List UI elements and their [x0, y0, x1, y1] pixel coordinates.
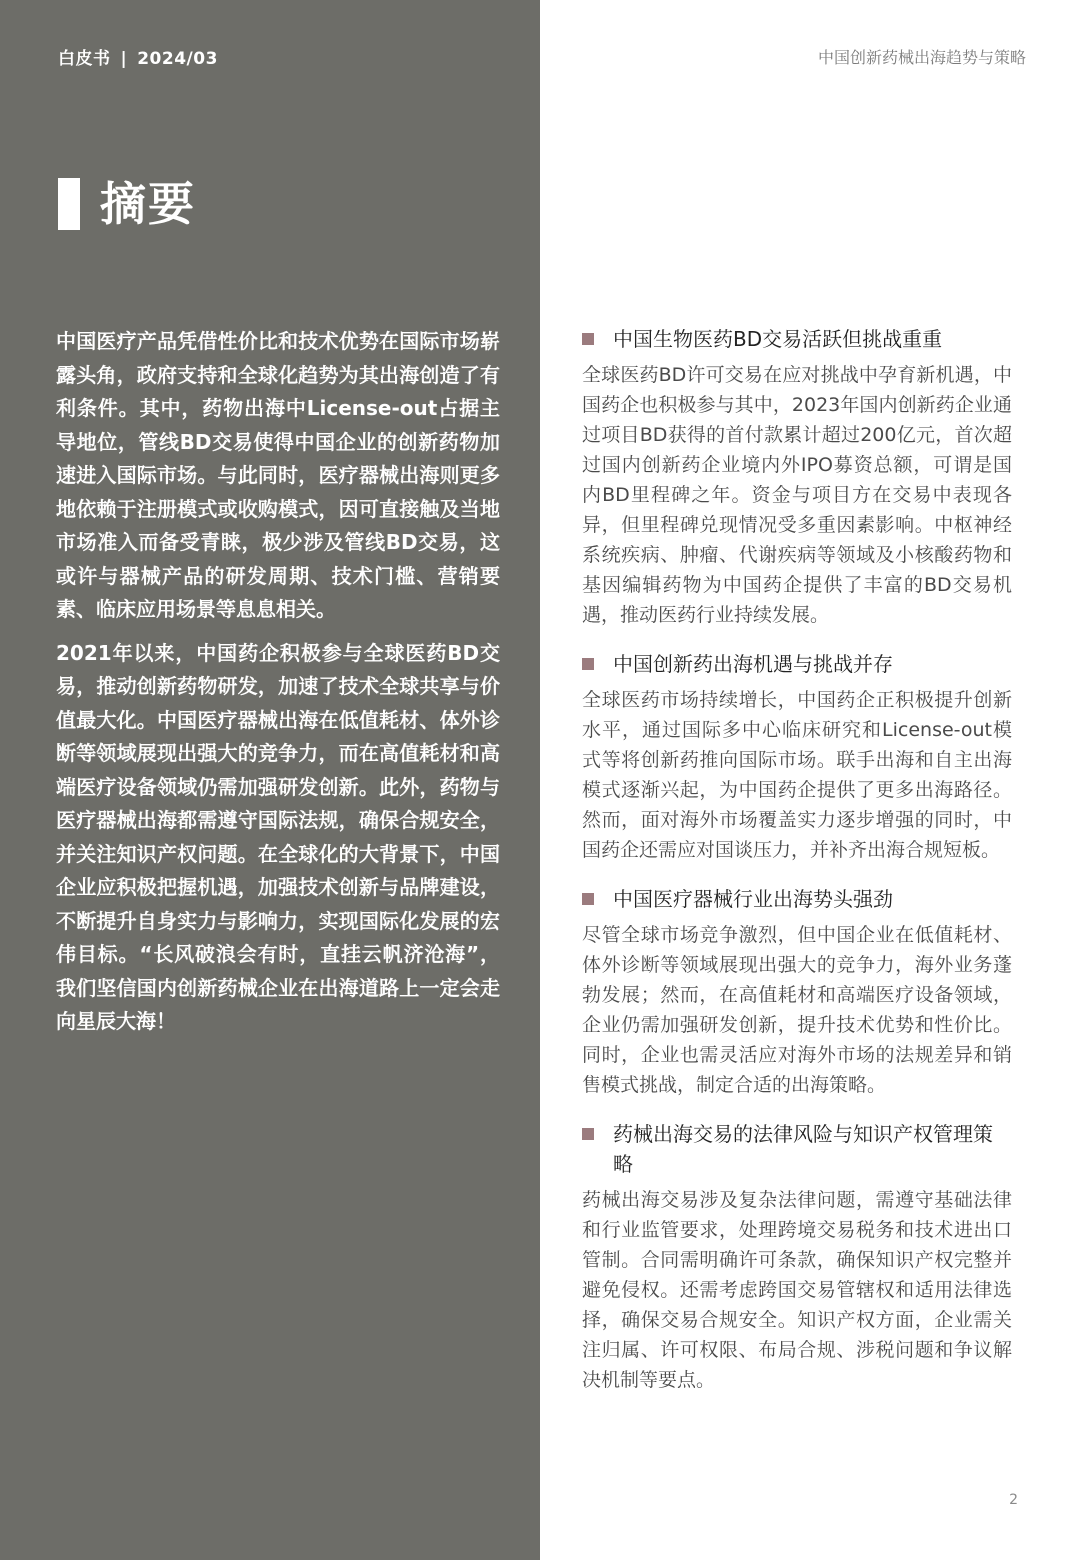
square-bullet-icon	[582, 333, 594, 345]
section-heading-text: 中国生物医药BD交易活跃但挑战重重	[613, 327, 943, 351]
section-body: 全球医药市场持续增长，中国药企正积极提升创新水平，通过国际多中心临床研究和License-out模式等将创新药推向国际市场。联手出海和自主出海模式逐渐兴起，为中国药企提供了更多出海路径。然而，面对海外市场覆盖实力逐步增强的同时，中国药企还需应对国谈压力，并补齐出海合规短板。	[582, 689, 1012, 861]
page-title: 摘要	[100, 177, 196, 231]
section-legal-ip	[582, 1119, 1012, 1395]
section-heading-text: 中国创新药出海机遇与挑战并存	[613, 652, 893, 676]
section-heading	[582, 1119, 1012, 1179]
intro-paragraph-2: 2021年以来，中国药企积极参与全球医药BD交易，推动创新药物研发，加速了技术全球共享与价值最大化。中国医疗器械出海在低值耗材、体外诊断等领域展现出强大的竞争力，而在高值耗材和高端医疗设备领域仍需加强研发创新。此外，药物与医疗器械出海都需遵守国际法规，确保合规安全，并关注知识产权问题。在全球化的大背景下，中国企业应积极把握机遇，加强技术创新与品牌建设，不断提升自身实力与影响力，实现国际化发展的宏伟目标。“长风破浪会有时，直挂云帆济沧海”，我们坚信国内创新药械企业在出海道路上一定会走向星辰大海！	[56, 640, 500, 1033]
page-number: 2	[1009, 1492, 1018, 1508]
section-bd-deals	[582, 324, 1012, 630]
intro-text	[56, 325, 500, 1049]
doc-meta	[58, 44, 218, 69]
square-bullet-icon	[582, 1128, 594, 1140]
section-body: 药械出海交易涉及复杂法律问题，需遵守基础法律和行业监管要求，处理跨境交易税务和技术进出口管制。合同需明确许可条款，确保知识产权完整并避免侵权。还需考虑跨国交易管辖权和适用法律选择，确保交易合规安全。知识产权方面，企业需关注归属、许可权限、布局合规、涉税问题和争议解决机制等要点。	[582, 1189, 1012, 1391]
intro-paragraph-1: 中国医疗产品凭借性价比和技术优势在国际市场崭露头角，政府支持和全球化趋势为其出海创造了有利条件。其中，药物出海中License-out占据主导地位，管线BD交易使得中国企业的创新药物加速进入国际市场。与此同时，医疗器械出海则更多地依赖于注册模式或收购模式，因可直接触及当地市场准入而备受青睐，极少涉及管线BD交易，这或许与器械产品的研发周期、技术门槛、营销要素、临床应用场景等息息相关。	[56, 329, 500, 621]
title-row	[58, 176, 196, 232]
title-bar-marker	[58, 178, 80, 230]
meta-separator: |	[120, 49, 128, 69]
doc-date: 2024/03	[137, 49, 218, 69]
section-medical-devices	[582, 884, 1012, 1100]
section-heading	[582, 649, 1012, 679]
section-heading-text: 药械出海交易的法律风险与知识产权管理策略	[613, 1122, 993, 1176]
square-bullet-icon	[582, 658, 594, 670]
summary-sections	[582, 324, 1012, 1414]
doc-type: 白皮书	[58, 49, 111, 69]
square-bullet-icon	[582, 893, 594, 905]
section-heading-text: 中国医疗器械行业出海势头强劲	[613, 887, 893, 911]
section-body: 尽管全球市场竞争激烈，但中国企业在低值耗材、体外诊断等领域展现出强大的竞争力，海外业务蓬勃发展；然而，在高值耗材和高端医疗设备领域，企业仍需加强研发创新，提升技术优势和性价比。同时，企业也需灵活应对海外市场的法规差异和销售模式挑战，制定合适的出海策略。	[582, 924, 1012, 1096]
section-body: 全球医药BD许可交易在应对挑战中孕育新机遇，中国药企也积极参与其中，2023年国内创新药企业通过项目BD获得的首付款累计超过200亿元，首次超过国内创新药企业境内外IPO募资总额，可谓是国内BD里程碑之年。资金与项目方在交易中表现各异，但里程碑兑现情况受多重因素影响。中枢神经系统疾病、肿瘤、代谢疾病等领域及小核酸药物和基因编辑药物为中国药企提供了丰富的BD交易机遇，推动医药行业持续发展。	[582, 364, 1012, 626]
section-innovative-drugs	[582, 649, 1012, 865]
report-title: 中国创新药械出海趋势与策略	[817, 48, 1026, 67]
section-heading	[582, 324, 1012, 354]
section-heading	[582, 884, 1012, 914]
